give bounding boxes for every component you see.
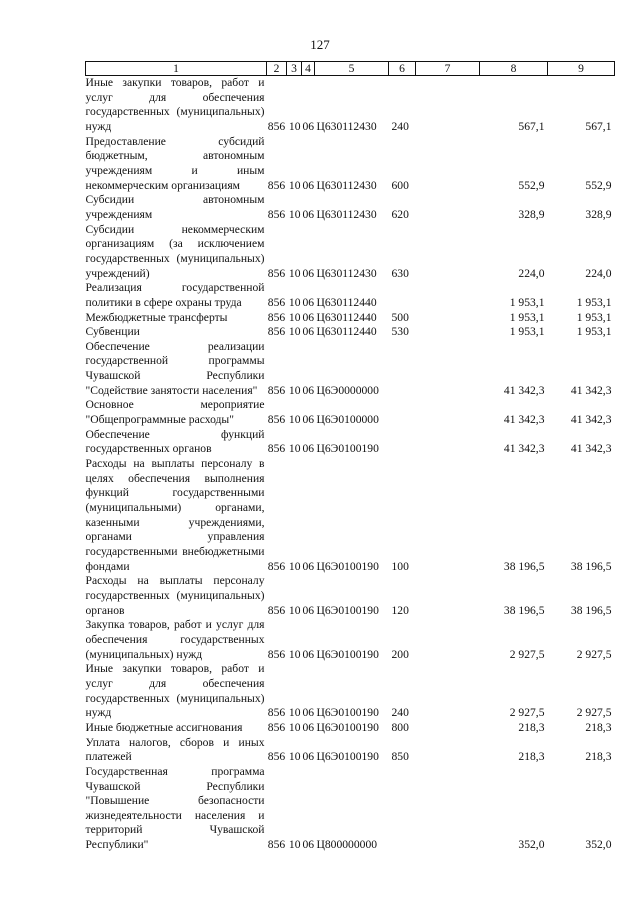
row-amount-col9: 552,9 — [585, 178, 612, 192]
row-name: Субсидии некоммерческим организациям (за исключением государственных (муниципальных) учреждений) — [85, 222, 265, 280]
row-col7 — [416, 135, 480, 194]
row-section: 10 — [288, 178, 301, 192]
row-amount-col9: 2 927,5 — [576, 706, 612, 720]
row-amount-col8: 38 196,5 — [503, 559, 545, 573]
row-name: Закупка товаров, работ и услуг для обеспечения государственных (муниципальных) нужд — [85, 618, 265, 661]
row-amount-col9: 1 953,1 — [576, 325, 612, 339]
row-amount-col9: 38 196,5 — [570, 559, 612, 573]
row-amount-col8: 328,9 — [518, 207, 545, 221]
row-subsection: 06 — [302, 442, 315, 456]
row-amount-col9: 1 953,1 — [576, 310, 612, 324]
row-col7 — [416, 618, 480, 662]
header-cell: 4 — [302, 62, 315, 76]
table-row — [86, 721, 615, 736]
row-target-article: Ц6Э0100190 — [316, 706, 379, 720]
row-expense-type — [389, 340, 416, 399]
row-amount-col9: 41 342,3 — [570, 413, 612, 427]
row-ministry-code: 856 — [267, 720, 286, 734]
row-expense-type: 800 — [391, 720, 409, 734]
table-row — [86, 135, 615, 194]
row-target-article: Ц6Э0100190 — [316, 442, 379, 456]
row-ministry-code: 856 — [267, 295, 286, 309]
row-subsection: 06 — [302, 559, 315, 573]
row-subsection: 06 — [302, 266, 315, 280]
row-col7 — [416, 662, 480, 721]
row-section: 10 — [288, 383, 301, 397]
row-ministry-code: 856 — [267, 750, 286, 764]
row-target-article: Ц630112440 — [316, 310, 377, 324]
row-col7 — [416, 428, 480, 457]
row-name: Субвенции — [85, 325, 140, 339]
row-col7 — [416, 765, 480, 853]
row-amount-col9: 218,3 — [585, 750, 612, 764]
row-expense-type: 600 — [391, 178, 409, 192]
row-amount-col8: 41 342,3 — [503, 442, 545, 456]
header-row — [86, 62, 615, 76]
row-amount-col9: 224,0 — [585, 266, 612, 280]
row-col7 — [416, 281, 480, 310]
row-section: 10 — [288, 442, 301, 456]
row-target-article: Ц800000000 — [316, 838, 378, 852]
row-ministry-code: 856 — [267, 178, 286, 192]
row-subsection: 06 — [302, 310, 315, 324]
row-target-article: Ц6Э0100190 — [316, 603, 379, 617]
row-ministry-code: 856 — [267, 325, 286, 339]
table-row — [86, 340, 615, 399]
row-amount-col8: 41 342,3 — [503, 383, 545, 397]
row-subsection: 06 — [302, 383, 315, 397]
row-amount-col9: 41 342,3 — [570, 442, 612, 456]
row-col7 — [416, 325, 480, 340]
row-amount-col9: 352,0 — [585, 838, 612, 852]
row-section: 10 — [288, 325, 301, 339]
row-amount-col8: 1 953,1 — [509, 310, 545, 324]
row-subsection: 06 — [302, 720, 315, 734]
row-amount-col9: 38 196,5 — [570, 603, 612, 617]
row-ministry-code: 856 — [267, 207, 286, 221]
row-section: 10 — [288, 720, 301, 734]
row-subsection: 06 — [302, 838, 315, 852]
row-name: Расходы на выплаты персоналу в целях обеспечения выполнения функций государственными (муниципальными) органами, казенными учреждениями, органами управления государственными внебюджетными фондами — [85, 457, 265, 573]
row-ministry-code: 856 — [267, 266, 286, 280]
row-section: 10 — [288, 647, 301, 661]
row-subsection: 06 — [302, 295, 315, 309]
row-section: 10 — [288, 559, 301, 573]
row-amount-col8: 2 927,5 — [509, 706, 545, 720]
row-ministry-code: 856 — [267, 383, 286, 397]
row-target-article: Ц630112430 — [316, 119, 377, 133]
row-subsection: 06 — [302, 647, 315, 661]
header-cell: 3 — [287, 62, 302, 76]
row-subsection: 06 — [302, 706, 315, 720]
row-amount-col8: 224,0 — [518, 266, 545, 280]
row-expense-type — [389, 281, 416, 310]
row-target-article: Ц6Э0100190 — [316, 647, 379, 661]
row-expense-type — [389, 428, 416, 457]
row-name: Основное мероприятие "Общепрограммные расходы" — [85, 398, 265, 427]
row-col7 — [416, 223, 480, 282]
row-col7 — [416, 574, 480, 618]
row-ministry-code: 856 — [267, 838, 286, 852]
row-name: Обеспечение реализации государственной программы Чувашской Республики "Содействие занятости населения" — [85, 339, 265, 397]
budget-table — [85, 61, 615, 853]
row-expense-type: 850 — [391, 750, 409, 764]
row-expense-type: 240 — [391, 706, 409, 720]
header-cell: 2 — [267, 62, 287, 76]
row-col7 — [416, 457, 480, 574]
row-amount-col9: 2 927,5 — [576, 647, 612, 661]
row-expense-type — [389, 765, 416, 853]
row-subsection: 06 — [302, 750, 315, 764]
row-name: Иные закупки товаров, работ и услуг для обеспечения государственных (муниципальных) нужд — [85, 662, 265, 720]
row-name: Иные бюджетные ассигнования — [85, 720, 243, 734]
row-expense-type: 630 — [391, 266, 409, 280]
row-amount-col8: 218,3 — [518, 750, 545, 764]
row-col7 — [416, 311, 480, 326]
row-section: 10 — [288, 750, 301, 764]
row-section: 10 — [288, 838, 301, 852]
row-section: 10 — [288, 413, 301, 427]
row-expense-type: 120 — [391, 603, 409, 617]
row-name: Межбюджетные трансферты — [85, 310, 228, 324]
row-subsection: 06 — [302, 207, 315, 221]
row-expense-type: 620 — [391, 207, 409, 221]
row-amount-col8: 1 953,1 — [509, 295, 545, 309]
row-col7 — [416, 736, 480, 765]
row-ministry-code: 856 — [267, 647, 286, 661]
row-name: Предоставление субсидий бюджетным, автономным учреждениям и иным некоммерческим организациям — [85, 134, 265, 192]
row-target-article: Ц630112430 — [316, 178, 377, 192]
header-cell: 8 — [480, 62, 548, 76]
header-cell: 1 — [86, 62, 267, 76]
row-expense-type: 100 — [391, 559, 409, 573]
row-ministry-code: 856 — [267, 559, 286, 573]
row-section: 10 — [288, 310, 301, 324]
row-ministry-code: 856 — [267, 603, 286, 617]
table-row — [86, 428, 615, 457]
table-row — [86, 193, 615, 222]
row-col7 — [416, 76, 480, 135]
row-amount-col8: 41 342,3 — [503, 413, 545, 427]
row-name: Государственная программа Чувашской Республики "Повышение безопасности жизнедеятельности населения и территорий Чувашской Республики" — [85, 764, 265, 852]
row-section: 10 — [288, 295, 301, 309]
row-section: 10 — [288, 119, 301, 133]
row-amount-col9: 1 953,1 — [576, 295, 612, 309]
table-row — [86, 457, 615, 574]
table-row — [86, 618, 615, 662]
row-subsection: 06 — [302, 413, 315, 427]
row-subsection: 06 — [302, 178, 315, 192]
table-row — [86, 574, 615, 618]
row-target-article: Ц630112430 — [316, 207, 377, 221]
row-target-article: Ц6Э0100190 — [316, 750, 379, 764]
table-row — [86, 398, 615, 427]
header-cell: 9 — [548, 62, 615, 76]
row-expense-type — [389, 398, 416, 427]
row-ministry-code: 856 — [267, 706, 286, 720]
row-target-article: Ц6Э0000000 — [316, 383, 379, 397]
row-subsection: 06 — [302, 325, 315, 339]
row-amount-col9: 218,3 — [585, 720, 612, 734]
row-name: Обеспечение функций государственных органов — [85, 427, 265, 456]
row-amount-col8: 352,0 — [518, 838, 545, 852]
row-name: Реализация государственной политики в сфере охраны труда — [85, 281, 265, 309]
row-target-article: Ц6Э0100190 — [316, 720, 379, 734]
row-col7 — [416, 398, 480, 427]
row-ministry-code: 856 — [267, 310, 286, 324]
table-row — [86, 765, 615, 853]
header-cell: 5 — [315, 62, 389, 76]
row-amount-col8: 552,9 — [518, 178, 545, 192]
table-row — [86, 736, 615, 765]
row-col7 — [416, 721, 480, 736]
row-amount-col8: 38 196,5 — [503, 603, 545, 617]
row-section: 10 — [288, 207, 301, 221]
row-section: 10 — [288, 603, 301, 617]
row-amount-col9: 328,9 — [585, 207, 612, 221]
header-cell: 6 — [389, 62, 416, 76]
row-amount-col8: 218,3 — [518, 720, 545, 734]
row-target-article: Ц630112440 — [316, 325, 377, 339]
row-expense-type: 200 — [391, 647, 409, 661]
row-subsection: 06 — [302, 119, 315, 133]
row-section: 10 — [288, 706, 301, 720]
table-row — [86, 223, 615, 282]
table-row — [86, 325, 615, 340]
row-ministry-code: 856 — [267, 413, 286, 427]
page-number: 127 — [310, 37, 330, 52]
table-row — [86, 76, 615, 135]
row-name: Иные закупки товаров, работ и услуг для обеспечения государственных (муниципальных) нужд — [85, 76, 265, 133]
row-target-article: Ц6Э0100000 — [316, 413, 379, 427]
table-row — [86, 281, 615, 310]
row-amount-col8: 567,1 — [518, 119, 545, 133]
row-col7 — [416, 340, 480, 399]
row-ministry-code: 856 — [267, 442, 286, 456]
header-cell: 7 — [416, 62, 480, 76]
table-row — [86, 311, 615, 326]
row-name: Уплата налогов, сборов и иных платежей — [85, 735, 265, 764]
row-name: Субсидии автономным учреждениям — [85, 193, 265, 221]
row-expense-type: 240 — [391, 119, 409, 133]
row-name: Расходы на выплаты персоналу государственных (муниципальных) органов — [85, 574, 265, 617]
row-amount-col8: 2 927,5 — [509, 647, 545, 661]
row-amount-col9: 567,1 — [585, 119, 612, 133]
row-subsection: 06 — [302, 603, 315, 617]
row-col7 — [416, 193, 480, 222]
row-target-article: Ц630112430 — [316, 266, 377, 280]
row-target-article: Ц6Э0100190 — [316, 559, 379, 573]
row-target-article: Ц630112440 — [316, 295, 377, 309]
row-section: 10 — [288, 266, 301, 280]
row-amount-col8: 1 953,1 — [509, 325, 545, 339]
row-amount-col9: 41 342,3 — [570, 383, 612, 397]
row-expense-type: 530 — [391, 325, 409, 339]
row-ministry-code: 856 — [267, 119, 286, 133]
table-row — [86, 662, 615, 721]
row-expense-type: 500 — [391, 310, 409, 324]
